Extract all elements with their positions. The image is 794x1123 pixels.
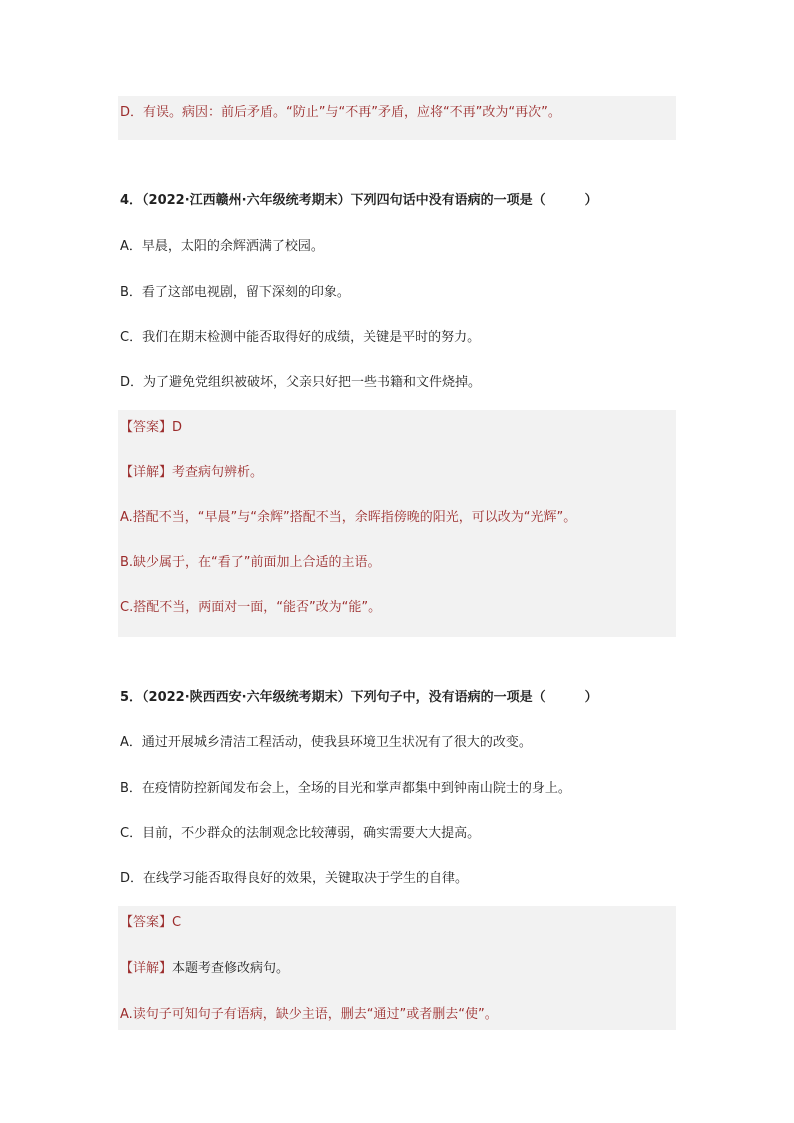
q4-title: 4．（2022·江西赣州·六年级统考期末）下列四句话中没有语病的一项是（ ） bbox=[120, 193, 598, 208]
q4-detail-a: A.搭配不当，“早晨”与“余辉”搭配不当，余晖指傍晚的阳光，可以改为“光辉”。 bbox=[120, 510, 577, 525]
q5-option-a: A．通过开展城乡清洁工程活动，使我县环境卫生状况有了很大的改变。 bbox=[120, 735, 532, 750]
q4-option-d: D．为了避免党组织被破坏，父亲只好把一些书籍和文件烧掉。 bbox=[120, 375, 482, 390]
q5-detail-a: A.读句子可知句子有语病，缺少主语，删去“通过”或者删去“使”。 bbox=[120, 1007, 498, 1022]
q5-answer bbox=[120, 914, 181, 932]
q4-detail-tag: 【详解】 bbox=[120, 465, 173, 480]
q5-answer-tag: 【答案】 bbox=[120, 915, 173, 930]
q4-detail-intro: 考查病句辨析。 bbox=[172, 465, 264, 480]
q4-detail-c: C.搭配不当，两面对一面，“能否”改为“能”。 bbox=[120, 600, 382, 615]
q5-title: 5．（2022·陕西西安·六年级统考期末）下列句子中，没有语病的一项是（ ） bbox=[120, 690, 598, 705]
q4-detail-b: B.缺少属于，在“看了”前面加上合适的主语。 bbox=[120, 555, 381, 570]
q5-option-b: B．在疫情防控新闻发布会上，全场的目光和掌声都集中到钟南山院士的身上。 bbox=[120, 781, 571, 796]
q4-option-c: C．我们在期末检测中能否取得好的成绩，关键是平时的努力。 bbox=[120, 330, 481, 345]
q4-detail bbox=[120, 464, 263, 482]
q4-answer-value: D bbox=[172, 420, 183, 435]
q4-answer bbox=[120, 419, 182, 437]
q5-option-d: D．在线学习能否取得良好的效果，关键取决于学生的自律。 bbox=[120, 871, 469, 886]
q5-option-c: C．目前，不少群众的法制观念比较薄弱，确实需要大大提高。 bbox=[120, 826, 481, 841]
prev-detail-d: D．有误。病因：前后矛盾。“防止”与“不再”矛盾，应将“不再”改为“再次”。 bbox=[120, 105, 561, 120]
q5-detail bbox=[120, 960, 289, 978]
q4-option-a: A．早晨，太阳的余辉洒满了校园。 bbox=[120, 239, 324, 254]
q4-option-b: B．看了这部电视剧，留下深刻的印象。 bbox=[120, 285, 350, 300]
q5-detail-tag: 【详解】 bbox=[120, 961, 173, 976]
q4-answer-tag: 【答案】 bbox=[120, 420, 173, 435]
q5-detail-intro: 本题考查修改病句。 bbox=[172, 961, 290, 976]
q5-answer-value: C bbox=[172, 915, 182, 930]
